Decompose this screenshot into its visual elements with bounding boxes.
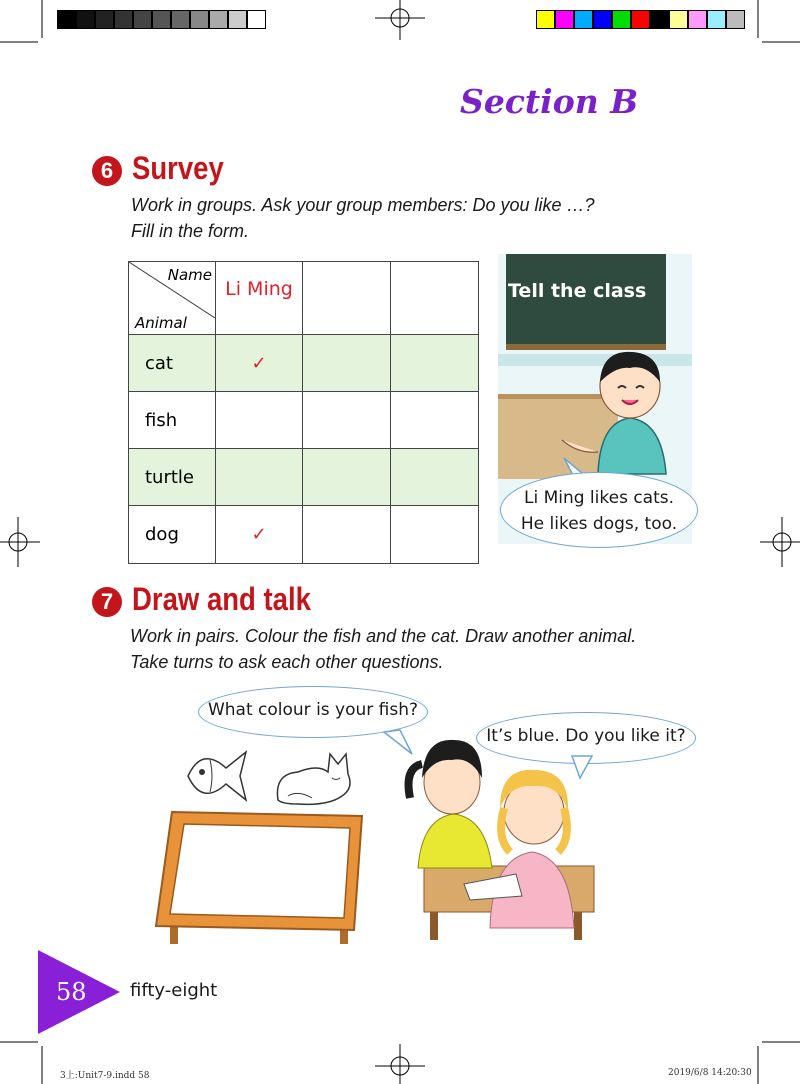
answer-cell[interactable] <box>391 449 479 506</box>
fish-outline-icon[interactable] <box>180 742 250 810</box>
check-mark[interactable]: ✓ <box>216 335 303 392</box>
instruction-line: Work in groups. Ask your group members: Do you like …? <box>131 195 595 215</box>
page-number-words: fifty-eight <box>130 980 218 1001</box>
animal-cell: turtle <box>129 449 216 506</box>
answer-cell[interactable] <box>391 392 479 449</box>
corner-label-animal: Animal <box>135 314 187 332</box>
survey-table <box>128 261 479 564</box>
table-row <box>129 335 479 392</box>
answer-cell[interactable] <box>391 506 479 564</box>
speech-line: He likes dogs, too. <box>520 514 678 534</box>
table-row <box>129 449 479 506</box>
speech-text: It’s blue. Do you like it? <box>486 726 686 746</box>
activity6-instructions <box>131 192 595 244</box>
activity7-instructions <box>130 623 636 675</box>
drawing-frame[interactable] <box>150 808 372 946</box>
speech-text: What colour is your fish? <box>207 700 419 720</box>
answer-cell[interactable] <box>303 392 391 449</box>
activity-title-survey: Survey <box>132 150 224 186</box>
answer-cell[interactable] <box>303 506 391 564</box>
file-info: 3上:Unit7-9.indd 58 <box>60 1071 150 1081</box>
answer-cell[interactable] <box>391 335 479 392</box>
section-title: Section B <box>460 82 639 121</box>
activity-number-7: 7 <box>92 587 122 617</box>
instruction-line: Take turns to ask each other questions. <box>130 652 444 672</box>
page-number: 58 <box>56 978 87 1006</box>
answer-cell[interactable] <box>303 335 391 392</box>
check-mark[interactable]: ✓ <box>216 506 303 564</box>
board-text: Tell the class <box>508 280 647 302</box>
timestamp: 2019/6/8 14:20:30 <box>668 1068 752 1078</box>
speech-bubble-tell-class <box>500 472 698 548</box>
animal-cell: cat <box>129 335 216 392</box>
name-cell-empty[interactable] <box>303 262 391 335</box>
name-cell-empty[interactable] <box>391 262 479 335</box>
activity-number-6: 6 <box>92 156 122 186</box>
answer-cell[interactable] <box>216 392 303 449</box>
table-row <box>129 506 479 564</box>
instruction-line: Fill in the form. <box>131 221 250 241</box>
instruction-line: Work in pairs. Colour the fish and the cat. Draw another animal. <box>130 626 637 646</box>
table-corner-cell <box>129 262 216 335</box>
animal-cell: fish <box>129 392 216 449</box>
table-header-row <box>129 262 479 335</box>
answer-cell[interactable] <box>303 449 391 506</box>
speech-text <box>501 485 697 537</box>
blackboard <box>506 254 666 350</box>
girls-illustration <box>400 728 600 940</box>
activity-title-draw-and-talk: Draw and talk <box>132 581 311 617</box>
speech-line: Li Ming likes cats. <box>523 488 675 508</box>
table-row <box>129 392 479 449</box>
answer-cell[interactable] <box>216 449 303 506</box>
corner-label-name: Name <box>167 266 212 284</box>
cat-outline-icon[interactable] <box>268 744 358 810</box>
animal-cell: dog <box>129 506 216 564</box>
name-cell-li-ming[interactable]: Li Ming <box>216 262 303 335</box>
